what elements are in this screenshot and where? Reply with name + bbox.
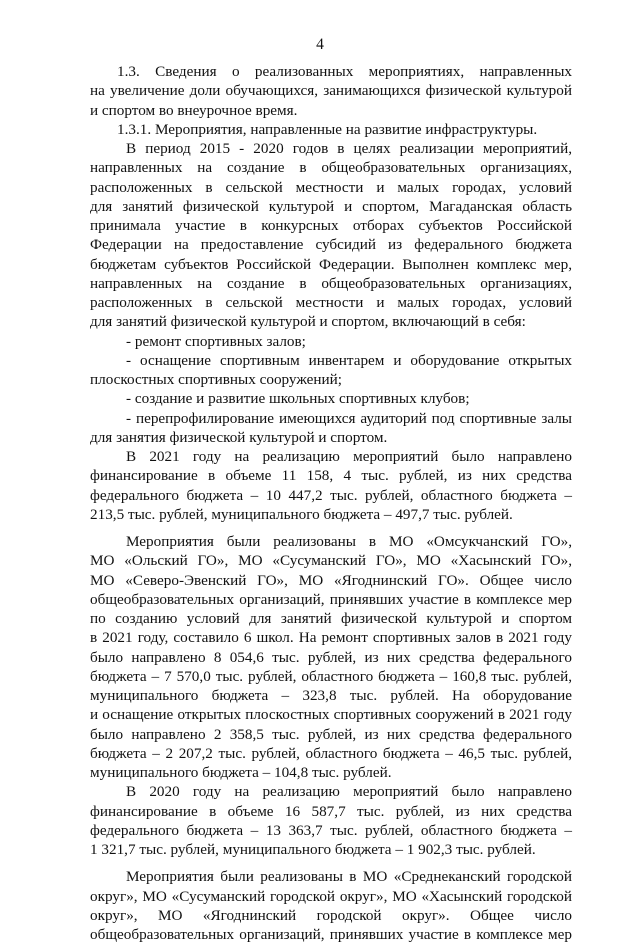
paragraph-line: В период 2015 - 2020 годов в целях реализации мероприятий,: [126, 140, 572, 157]
paragraph-line: муниципального бюджета – 323,8 тыс. рублей. На оборудование: [90, 687, 572, 704]
paragraph-line: округ», МО «Сусуманский городской округ», МО «Хасынский городской: [90, 887, 572, 905]
paragraph-line: Федерации на предоставление субсидий из федерального бюджета: [90, 236, 572, 254]
list-item: плоскостных спортивных сооружений;: [90, 371, 342, 388]
paragraph-line: в 2021 году, составило 6 школ. На ремонт спортивных залов в 2021 году: [90, 629, 572, 647]
paragraph-line: В 2020 году на реализацию мероприятий было направлено: [126, 783, 572, 801]
paragraph-line: бюджета – 2 207,2 тыс. рублей, областного бюджета – 46,5 тыс. рублей,: [90, 744, 572, 762]
page-number: 4: [316, 36, 324, 53]
paragraph-line: общеобразовательных организаций, принявших участие в комплексе мер: [90, 926, 572, 943]
paragraph-line: Мероприятия были реализованы в МО «Среднеканский городской: [126, 868, 572, 886]
section-heading-line: на увеличение доли обучающихся, занимающихся физической культурой: [90, 82, 572, 100]
paragraph-line: 213,5 тыс. рублей, муниципального бюджета – 497,7 тыс. рублей.: [90, 505, 513, 523]
paragraph-line: округ», МО «Ягоднинский городской округ». Общее число: [90, 906, 572, 924]
paragraph-line: для занятий физической культурой и спортом, включающий в себя:: [90, 313, 526, 331]
paragraph-line: для занятий физической культурой и спортом, Магаданская область: [90, 197, 572, 215]
paragraph-line: финансирование в объеме 11 158, 4 тыс. рублей, из них средства: [90, 467, 572, 485]
paragraph-line: расположенных в сельской местности и малых городах, условий: [90, 294, 572, 311]
list-item: - ремонт спортивных залов;: [126, 332, 306, 350]
paragraph-line: федерального бюджета – 13 363,7 тыс. рублей, областного бюджета –: [90, 821, 572, 839]
paragraph-line: муниципального бюджета – 104,8 тыс. рублей.: [90, 764, 392, 781]
paragraph-line: было направлено 2 358,5 тыс. рублей, из них средства федерального: [90, 725, 572, 743]
paragraph-line: направленных на создание в общеобразовательных организациях,: [90, 274, 572, 292]
section-heading-line: и спортом во внеурочное время.: [90, 101, 298, 119]
paragraph-line: В 2021 году на реализацию мероприятий было направлено: [126, 448, 572, 465]
paragraph-line: МО «Ольский ГО», МО «Сусуманский ГО», МО «Хасынский ГО»,: [90, 552, 572, 570]
section-heading-line: 1.3. Сведения о реализованных мероприятиях, направленных: [117, 63, 572, 80]
paragraph-line: финансирование в объеме 16 587,7 тыс. рублей, из них средства: [90, 802, 572, 820]
paragraph-line: и оснащение открытых плоскостных спортивных сооружений в 2021 году: [90, 706, 572, 724]
paragraph-line: федерального бюджета – 10 447,2 тыс. рублей, областного бюджета –: [90, 486, 572, 504]
list-item: - создание и развитие школьных спортивных клубов;: [126, 390, 470, 408]
paragraph-line: бюджетам субъектов Российской Федерации. Выполнен комплекс мер,: [90, 255, 572, 273]
paragraph-line: расположенных в сельской местности и малых городах, условий: [90, 178, 572, 196]
paragraph-line: общеобразовательных организаций, принявших участие в комплексе мер: [90, 590, 572, 608]
paragraph-line: бюджета – 7 570,0 тыс. рублей, областного бюджета – 160,8 тыс. рублей,: [90, 667, 572, 685]
paragraph-line: было направлено 8 054,6 тыс. рублей, из них средства федерального: [90, 648, 572, 666]
paragraph-line: МО «Северо-Эвенский ГО», МО «Ягоднинский ГО». Общее число: [90, 571, 572, 589]
paragraph-line: Мероприятия были реализованы в МО «Омсукчанский ГО»,: [126, 533, 572, 550]
list-item: - оснащение спортивным инвентарем и оборудование открытых: [126, 351, 572, 369]
paragraph-line: принимала участие в конкурсных отборах субъектов Российской: [90, 217, 572, 234]
paragraph-line: направленных на создание в общеобразовательных организациях,: [90, 159, 572, 177]
list-item: - перепрофилирование имеющихся аудиторий под спортивные залы: [126, 409, 572, 427]
subsection-heading: 1.3.1. Мероприятия, направленные на развитие инфраструктуры.: [117, 120, 538, 138]
paragraph-line: по созданию условий для занятий физической культурой и спортом: [90, 610, 572, 627]
document-body: [90, 62, 572, 944]
paragraph-line: 1 321,7 тыс. рублей, муниципального бюджета – 1 902,3 тыс. рублей.: [90, 841, 536, 858]
list-item: для занятия физической культурой и спортом.: [90, 428, 388, 446]
